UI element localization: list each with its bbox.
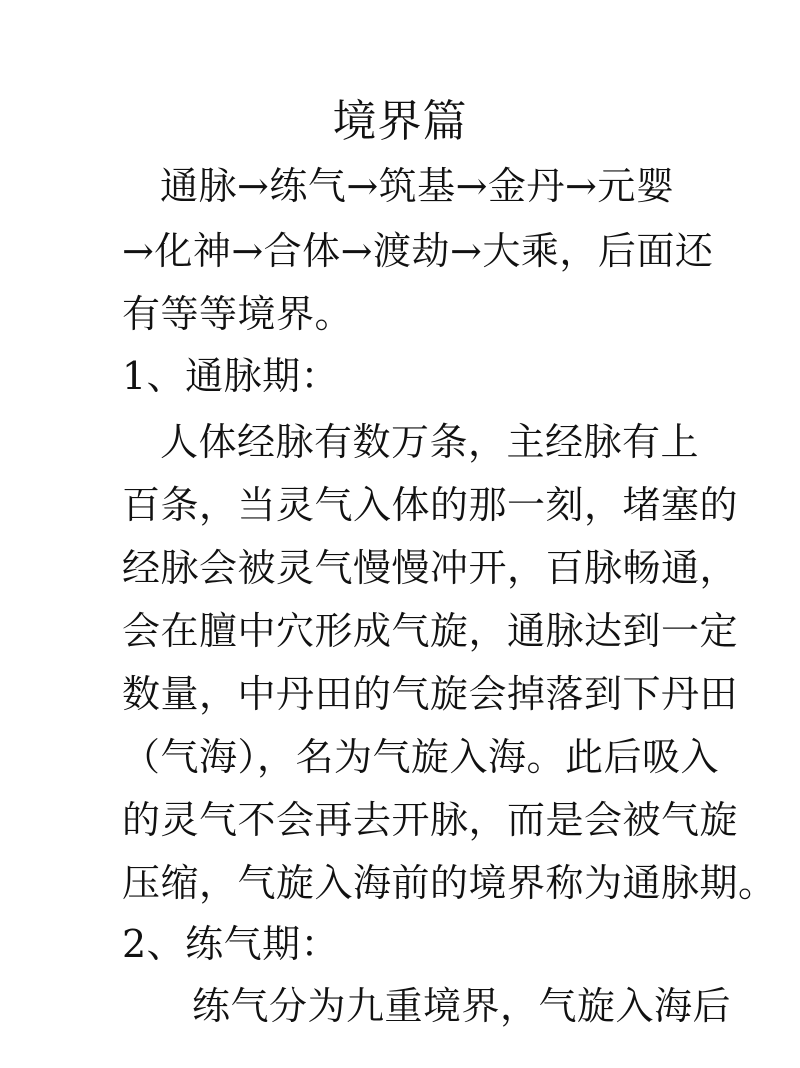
section1-line-1: 人体经脉有数万条，主经脉有上 [160,420,700,464]
section1-line-2: 百条，当灵气入体的那一刻，堵塞的 [122,483,739,527]
section1-line-5: 数量，中丹田的气旋会掉落到下丹田 [122,672,739,716]
section1-line-3: 经脉会被灵气慢慢冲开，百脉畅通， [122,546,739,590]
section1-line-6: （气海），名为气旋入海。此后吸入 [122,735,720,779]
intro-line-1: 通脉→练气→筑基→金丹→元婴 [160,164,675,208]
section1-line-7: 的灵气不会再去开脉，而是会被气旋 [122,798,739,842]
section1-line-4: 会在膻中穴形成气旋，通脉达到一定 [122,609,739,653]
section-heading-tongmai: 1、通脉期： [122,354,340,398]
section-heading-lianqi: 2、练气期： [122,922,340,966]
section2-line-1: 练气分为九重境界，气旋入海后 [192,984,732,1028]
page-title: 境界篇 [332,96,468,147]
intro-line-3: 有等等境界。 [122,292,354,336]
intro-line-2: →化神→合体→渡劫→大乘，后面还 [122,229,714,273]
section1-line-8: 压缩，气旋入海前的境界称为通脉期。 [122,861,777,905]
